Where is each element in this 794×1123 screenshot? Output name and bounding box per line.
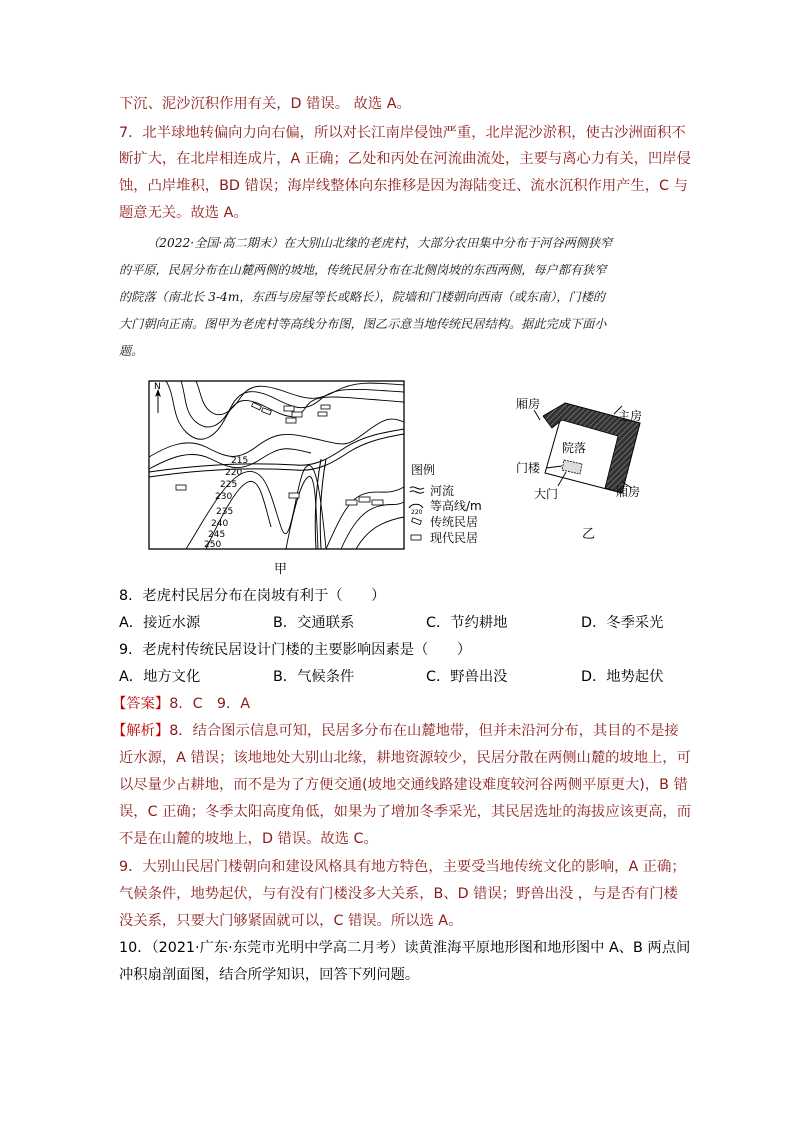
- legend-sample: 220: [411, 509, 423, 516]
- contour-label: 215: [231, 456, 249, 466]
- gate-house: [562, 460, 582, 474]
- figure-contour-map: [146, 377, 416, 577]
- q8-option-b[interactable]: B．交通联系: [273, 615, 355, 631]
- text-line: 7．北半球地转偏向力向右偏，所以对长江南岸侵蚀严重，北岸泥沙淤积，使古沙洲面积不: [119, 125, 686, 141]
- contour-label: 220: [225, 468, 243, 478]
- analysis-line: 以尽量少占耕地，而不是为了方便交通(坡地交通线路建设难度较河谷两侧平原更大)，B 错: [119, 777, 688, 793]
- text-line: 题意无关。故选 A。: [119, 205, 248, 221]
- contour-lines: [149, 381, 404, 549]
- contour-label: 230: [215, 492, 233, 502]
- analysis-line: 没关系，只要大门够紧固就可以，C 错误。所以选 A。: [119, 913, 463, 929]
- legend-item: 河流: [430, 484, 455, 498]
- analysis-text: 8．结合图示信息可知，民居多分布在山麓地带，但并未沿河分布，其目的不是接: [169, 723, 679, 739]
- river: [149, 429, 404, 549]
- contour-label: 240: [211, 519, 229, 529]
- contour-label: 235: [216, 507, 234, 517]
- legend-item: 等高线/m: [430, 499, 482, 513]
- traditional-house-icon: [412, 518, 422, 525]
- analysis-line: 不是在山麓的坡地上，D 错误。故选 C。: [119, 831, 378, 847]
- question-10-line: 10．（2021·广东·东莞市光明中学高二月考）读黄淮海平原地形图和地形图中 A、B 两点间: [119, 940, 691, 956]
- answer-tag: 【答案】: [112, 696, 170, 712]
- analysis-line: 气候条件，地势起伏，与有没有门楼没多大关系，B、D 错误；野兽出没 ，与是否有门楼: [119, 886, 678, 902]
- label-gate-house: 门楼: [516, 461, 541, 475]
- q9-option-c[interactable]: C．野兽出没: [426, 669, 508, 685]
- question-10-line: 冲积扇剖面图，结合所学知识，回答下列问题。: [119, 967, 420, 983]
- analysis-line: 9．大别山民居门楼朝向和建设风格具有地方特色，主要受当地传统文化的影响，A 正确；: [119, 859, 686, 875]
- legend-title: 图例: [411, 463, 436, 477]
- answer-line: [112, 694, 672, 714]
- material-line: 的平原，民居分布在山麓两侧的坡地，传统民居分布在北侧岗坡的东西两侧，每户都有狭窄: [119, 263, 607, 277]
- legend-item: 传统民居: [430, 515, 479, 529]
- analysis-line: 近水源，A 错误；该地地处大别山北缘，耕地资源较少，民居分散在两侧山麓的坡地上，可: [119, 750, 691, 766]
- label-gate: 大门: [534, 487, 559, 501]
- material-line: （2022·全国·高二期末）在大别山北缘的老虎村，大部分农田集中分布于河谷两侧狭窄: [147, 236, 613, 250]
- north-label: N: [154, 382, 161, 392]
- text-line: 下沉、泥沙沉积作用有关，D 错误。 故选 A。: [119, 96, 411, 112]
- q9-option-d[interactable]: D．地势起伏: [581, 669, 664, 685]
- material-line: 题。: [119, 344, 144, 358]
- legend-item: 现代民居: [430, 531, 479, 545]
- river-legend-icon: [410, 487, 424, 493]
- modern-house-icon: [411, 535, 421, 540]
- answer-text: 8．C 9．A: [169, 696, 251, 712]
- material-line: 的院落（南北长 3-4m，东西与房屋等长或略长），院墙和门楼朝向西南（或东南），门楼的: [119, 290, 605, 304]
- material-line: 大门朝向正南。图甲为老虎村等高线分布图，图乙示意当地传统民居结构。据此完成下面小: [119, 317, 607, 331]
- figure-legend: [406, 458, 506, 548]
- label-side-room: 厢房: [616, 485, 641, 499]
- contour-label: 225: [220, 480, 238, 490]
- q9-option-a[interactable]: A．地方文化: [119, 669, 201, 685]
- figure-house-structure: [510, 398, 670, 548]
- figure-caption: 甲: [274, 562, 288, 577]
- north-arrow-icon: [155, 389, 161, 413]
- label-main-room: 主房: [618, 409, 643, 423]
- contour-label: 245: [208, 530, 226, 540]
- question-8-stem: 8．老虎村民居分布在岗坡有利于（ ）: [119, 588, 386, 604]
- figure-caption: 乙: [582, 527, 596, 542]
- label-courtyard: 院落: [562, 441, 587, 455]
- analysis-tag: 【解析】: [112, 723, 170, 739]
- houses: [176, 402, 383, 505]
- text-line: 断扩大，在北岸相连成片，A 正确；乙处和丙处在河流曲流处，主要与离心力有关，凹岸侵: [119, 151, 691, 167]
- question-9-stem: 9．老虎村传统民居设计门楼的主要影响因素是（ ）: [119, 642, 472, 658]
- analysis-line: [112, 721, 679, 741]
- q8-option-a[interactable]: A．接近水源: [119, 615, 201, 631]
- q8-option-c[interactable]: C．节约耕地: [426, 615, 508, 631]
- contour-label: 250: [204, 540, 222, 550]
- analysis-line: 误，C 正确；冬季太阳高度角低，如果为了增加冬季采光，其民居选址的海拔应该更高，而: [119, 804, 692, 820]
- q9-option-b[interactable]: B．气候条件: [273, 669, 355, 685]
- text-line: 蚀，凸岸堆积，BD 错误；海岸线整体向东推移是因为海陆变迁、流水沉积作用产生，C 与: [119, 178, 688, 194]
- contour-legend-icon: [409, 504, 423, 508]
- label-side-room: 厢房: [516, 398, 541, 411]
- q8-option-d[interactable]: D．冬季采光: [581, 615, 664, 631]
